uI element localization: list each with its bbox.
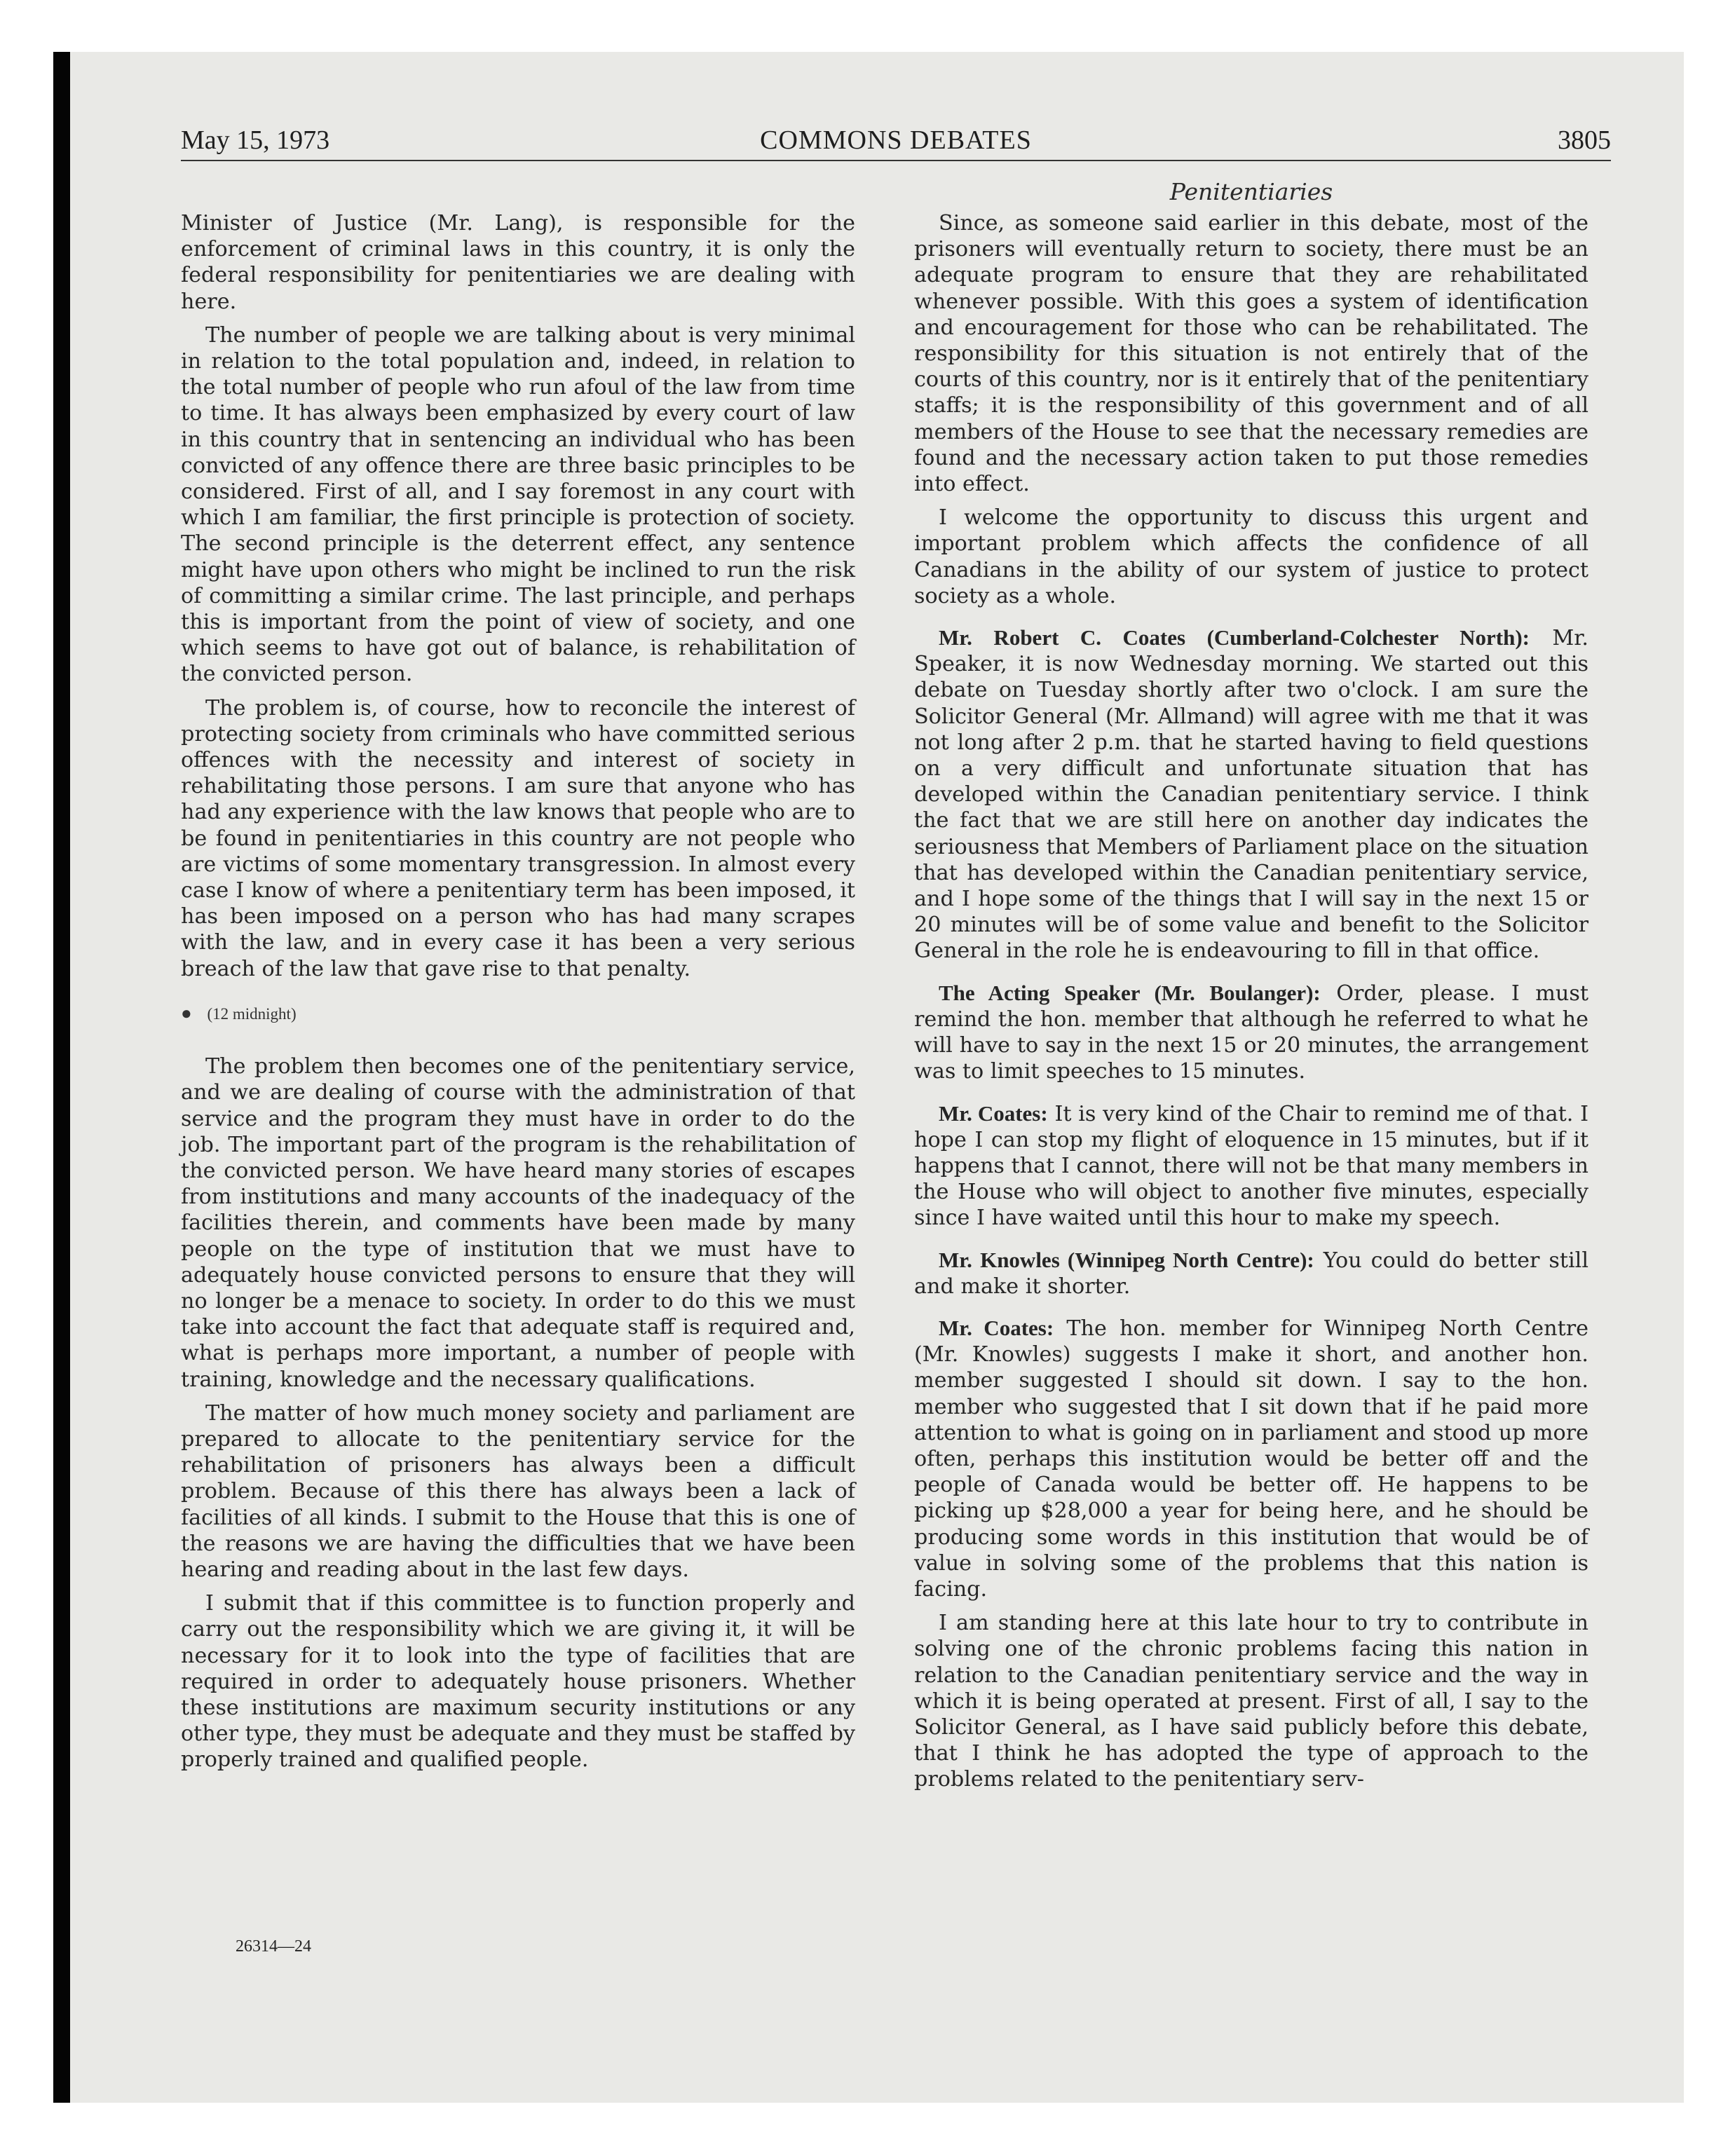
speech-text: Mr. Speaker, it is now Wednesday morning. We started out this debate on Tuesday shortly after two o'clock. I am sure the Solicitor General (Mr. Allmand) will agree with me that it was not long after 2 p.m. that he started having to field questions on a very difficult and unfortunate situation that has developed within the Canadian penitentiary service. I think the fact that we are still here on another day indicates the seriousness that Members of Parliament place on the situation that has developed within the Canadian penitentiary service, and I hope some of the things that I will say in the next 15 or 20 minutes will be of some value and benefit to the Solicitor General in the role he is endeavouring to fill in that office. [914, 626, 1588, 964]
header-date: May 15, 1973 [181, 125, 330, 155]
speech [914, 1247, 1588, 1299]
speaker-name: Mr. Coates: [939, 1100, 1048, 1126]
speech [914, 625, 1588, 964]
paragraph: I welcome the opportunity to discuss this urgent and important problem which affects the confidence of all Canadians in the ability of our system of justice to protect society as a whole. [914, 505, 1588, 608]
header-page-number: 3805 [1558, 125, 1611, 155]
speech-text: Order, please. I must remind the hon. member that although he referred to what he will have to say in the next 15 or 20 minutes, the arrangement was to limit speeches to 15 minutes. [914, 981, 1588, 1084]
page-header [181, 125, 1611, 160]
paragraph: The matter of how much money society and parliament are prepared to allocate to the penitentiary service for the rehabilitation of prisoners has always been a difficult problem. Because of this there has always been a lack of facilities of all kinds. I submit to the House that this is one of the reasons we are having the difficulties that we have been hearing and reading about in the last few days. [181, 1400, 855, 1582]
header-rule [181, 160, 1611, 161]
speech [914, 1100, 1588, 1231]
right-column [914, 210, 1588, 1801]
speaker-name: Mr. Robert C. Coates (Cumberland-Colchester North): [939, 625, 1530, 650]
speaker-name: Mr. Coates: [939, 1315, 1054, 1340]
header-publication: COMMONS DEBATES [760, 125, 1032, 155]
speech [914, 980, 1588, 1085]
binding-edge [53, 52, 70, 2103]
left-column [181, 210, 855, 1781]
speech [914, 1315, 1588, 1602]
time-marker-text: (12 midnight) [207, 1004, 297, 1023]
paragraph: The problem then becomes one of the penitentiary service, and we are dealing of course with the administration of that service and the program they must have in order to do the job. The important part of the program is the rehabilitation of the convicted person. We have heard many stories of escapes from institutions and many accounts of the inadequacy of the facilities therein, and comments have been made by many people on the type of institution that we must have to adequately house convicted persons to ensure that they will no longer be a menace to society. In order to do this we must take into account the fact that adequate staff is required and, what is perhaps more important, a number of people with training, knowledge and the necessary qualifications. [181, 1054, 855, 1392]
paragraph: Minister of Justice (Mr. Lang), is responsible for the enforcement of criminal laws in this country, it is only the federal responsibility for penitentiaries we are dealing with here. [181, 211, 855, 314]
speech-text: The hon. member for Winnipeg North Centre (Mr. Knowles) suggests I make it short, and another hon. member suggested I should sit down. I say to the hon. member who suggested that I sit down that if he paid more attention to what is going on in parliament and stood up more often, perhaps this institution would be better off and the people of Canada would be better off. He happens to be picking up $28,000 a year for being here, and he should be producing some words in this institution that would be of value in solving some of the problems that this nation is facing. [914, 1316, 1589, 1602]
paragraph: The number of people we are talking about is very minimal in relation to the total population and, indeed, in relation to the total number of people who run afoul of the law from time to time. It has always been emphasized by every court of law in this country that in sentencing an individual who has been convicted of any offence there are three basic principles to be considered. First of all, and I say foremost in any court with which I am familiar, the first principle is protection of society. The second principle is the deterrent effect, any sentence might have upon others who might be inclined to run the risk of committing a similar crime. The last principle, and perhaps this is important from the point of view of society, and one which seems to have got out of balance, is rehabilitation of the convicted person. [181, 322, 855, 687]
speaker-name: The Acting Speaker (Mr. Boulanger): [939, 980, 1321, 1005]
paragraph: The problem is, of course, how to reconcile the interest of protecting society from criminals who have committed serious offences with the necessity and interest of society in rehabilitating those persons. I am sure that anyone who has had any experience with the law knows that people who are to be found in penitentiaries in this country are not people who are victims of some momentary transgression. In almost every case I know of where a penitentiary term has been imposed, it has been imposed on a person who has had many scrapes with the law, and in every case it has been a very serious breach of the law that gave rise to that penalty. [181, 695, 855, 981]
paragraph: I submit that if this committee is to function properly and carry out the responsibility which we are giving it, it will be necessary for it to look into the type of facilities that are required in order to adequately house prisoners. Whether these institutions are maximum security institutions or any other type, they must be adequate and they must be staffed by properly trained and qualified people. [181, 1591, 855, 1773]
paragraph: I am standing here at this late hour to try to contribute in solving one of the chronic problems facing this nation in relation to the Canadian penitentiary service and the way in which it is being operated at present. First of all, I say to the Solicitor General, as I have said publicly before this debate, that I think he has adopted the type of approach to the problems related to the penitentiary serv- [914, 1611, 1588, 1792]
paragraph: Since, as someone said earlier in this debate, most of the prisoners will eventually return to society, there must be an adequate program to ensure that they are rehabilitated whenever possible. With this goes a system of identification and encouragement for those who can be rehabilitated. The responsibility for this situation is not entirely that of the courts of this country, nor is it entirely that of the penitentiary staffs; it is the responsibility of this government and of all members of the House to see that the necessary remedies are found and the necessary action taken to put those remedies into effect. [914, 211, 1588, 497]
speech-text: You could do better still and make it shorter. [914, 1248, 1588, 1299]
running-head: Penitentiaries [1169, 178, 1333, 205]
speech-text: It is very kind of the Chair to remind me of that. I hope I can stop my flight of eloquence in 15 minutes, but if it happens that I cannot, there will not be that many members in the House who will object to another five minutes, especially since I have waited until this hour to make my speech. [914, 1101, 1588, 1231]
speaker-name: Mr. Knowles (Winnipeg North Centre): [939, 1247, 1314, 1272]
time-marker [181, 1000, 855, 1027]
printing-code: 26314—24 [236, 1937, 311, 1956]
bullet-icon: ● [181, 1002, 192, 1023]
